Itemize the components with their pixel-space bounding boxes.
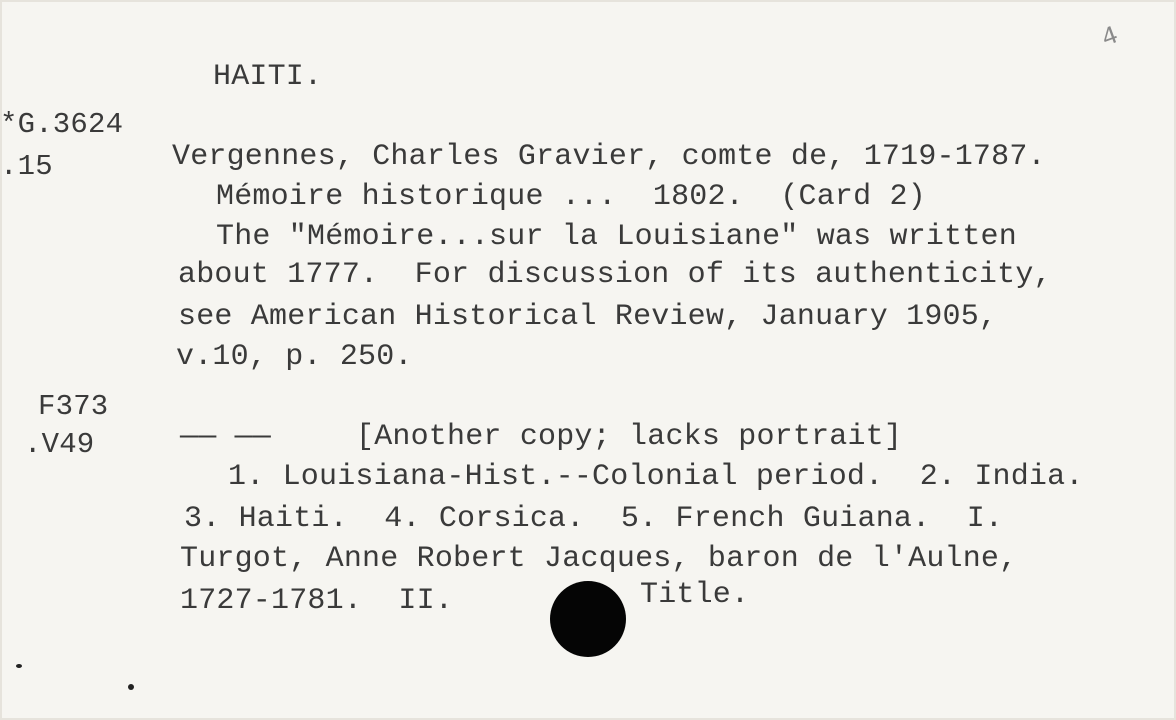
another-copy-note: [Another copy; lacks portrait] bbox=[356, 420, 903, 454]
entry-line-3: The "Mémoire...sur la Louisiane" was written bbox=[216, 220, 1017, 254]
entry-line-1: Vergennes, Charles Gravier, comte de, 1719-1787. bbox=[172, 140, 1046, 174]
tracing-line-5: Title. bbox=[640, 578, 750, 612]
entry-line-6: v.10, p. 250. bbox=[176, 340, 413, 374]
speck-mark bbox=[16, 664, 22, 668]
tracing-line-2: 3. Haiti. 4. Corsica. 5. French Guiana. I. bbox=[184, 502, 1004, 536]
tracing-line-3: Turgot, Anne Robert Jacques, baron de l'Aulne, bbox=[180, 542, 1018, 576]
call-number-line-2: .15 bbox=[0, 150, 53, 183]
entry-line-4: about 1777. For discussion of its authenticity, bbox=[178, 258, 1052, 292]
entry-line-2: Mémoire historique ... 1802. (Card 2) bbox=[216, 180, 926, 214]
tracing-line-4: 1727-1781. II. bbox=[180, 584, 454, 618]
card-heading: HAITI. bbox=[213, 60, 323, 94]
punch-hole bbox=[550, 581, 626, 657]
entry-line-5: see American Historical Review, January 1905, bbox=[178, 300, 998, 334]
call-number-line-4: .V49 bbox=[24, 428, 95, 461]
call-number-line-3: F373 bbox=[38, 390, 109, 423]
corner-pencil-mark: 4 bbox=[1097, 20, 1123, 54]
another-copy-dashes: —— —— bbox=[180, 420, 272, 454]
speck-mark bbox=[128, 684, 134, 690]
tracing-line-1: 1. Louisiana-Hist.--Colonial period. 2. India. bbox=[228, 460, 1084, 494]
call-number-line-1: *G.3624 bbox=[0, 108, 124, 141]
